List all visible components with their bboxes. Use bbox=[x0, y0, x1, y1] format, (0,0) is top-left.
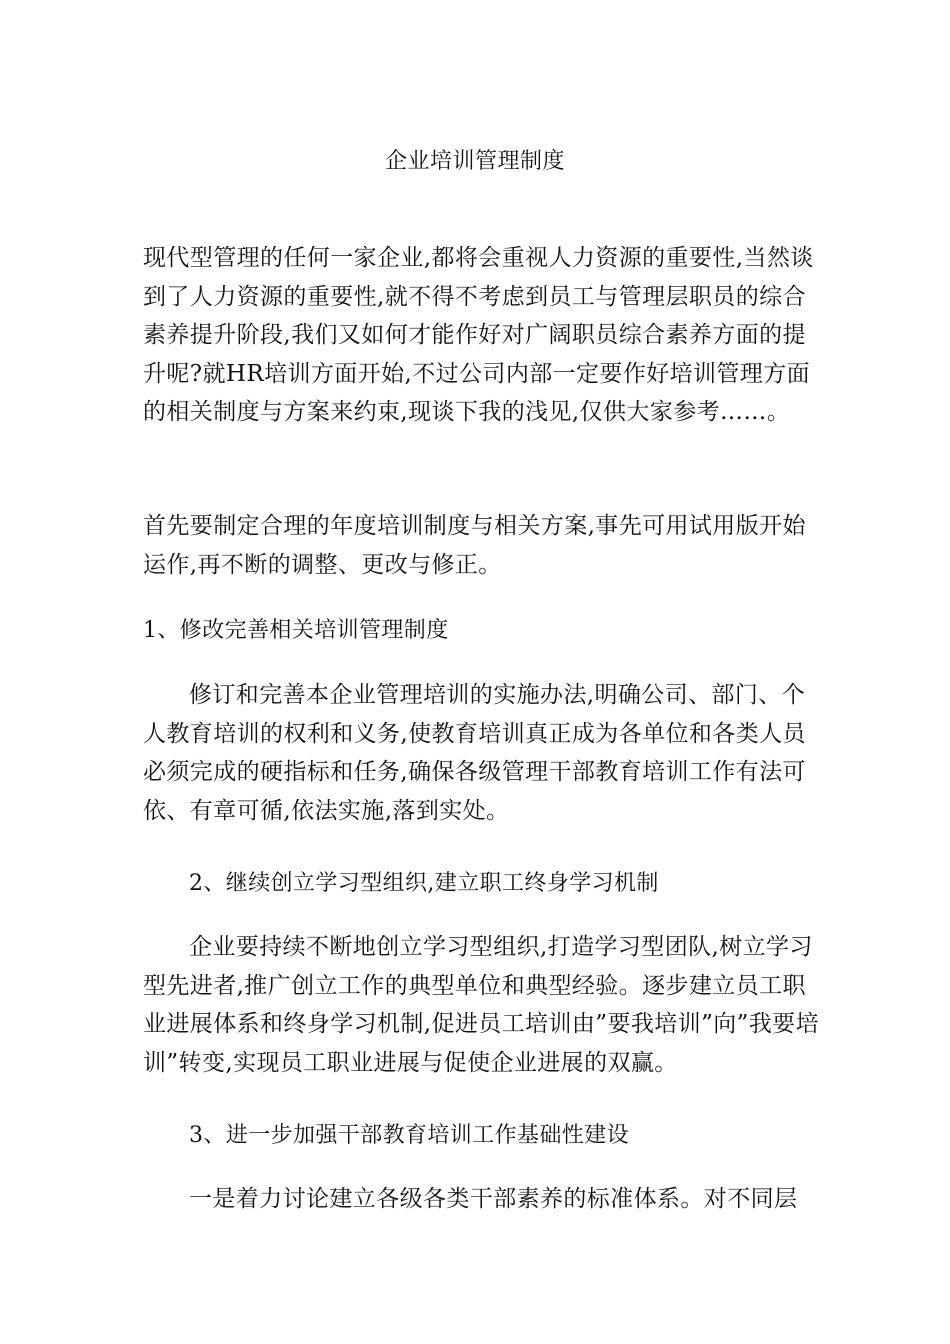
section-1-heading: 1、修改完善相关培训管理制度 bbox=[143, 618, 449, 643]
document-title: 企业培训管理制度 bbox=[384, 149, 565, 174]
section-3-heading: 3、进一步加强干部教育培训工作基础性建设 bbox=[189, 1123, 629, 1148]
section-3-body: 一是着力讨论建立各级各类干部素养的标准体系。对不同层 bbox=[189, 1186, 798, 1212]
intro-paragraph: 现代型管理的任何一家企业,都将会重视人力资源的重要性,当然谈到了人力资源的重要性,就不得不考虑到员工与管理层职员的综合素养提升阶段,我们又如何才能作好对广阔职员综合素养方面的提升呢?就HR培训方面开始,不过公司内部一定要作好培训管理方面的相关制度与方案来约束,现谈下我的浅见,仅供大家参考……。 bbox=[143, 245, 814, 425]
section-2-body: 企业要持续不断地创立学习型组织,打造学习型团队,树立学习型先进者,推广创立工作的典型单位和典型经验。逐步建立员工职业进展体系和终身学习机制,促进员工培训由”要我培训”向”我要培训”转变,实现员工职业进展与促使企业进展的双赢。 bbox=[143, 934, 819, 1076]
section-2-heading: 2、继续创立学习型组织,建立职工终身学习机制 bbox=[189, 871, 659, 896]
first-paragraph: 首先要制定合理的年度培训制度与相关方案,事先可用试用版开始运作,再不断的调整、更改与修正。 bbox=[143, 513, 806, 578]
section-1-body: 修订和完善本企业管理培训的实施办法,明确公司、部门、个人教育培训的权利和义务,使教育培训真正成为各单位和各类人员必须完成的硬指标和任务,确保各级管理干部教育培训工作有法可依、有章可循,依法实施,落到实处。 bbox=[143, 682, 806, 824]
